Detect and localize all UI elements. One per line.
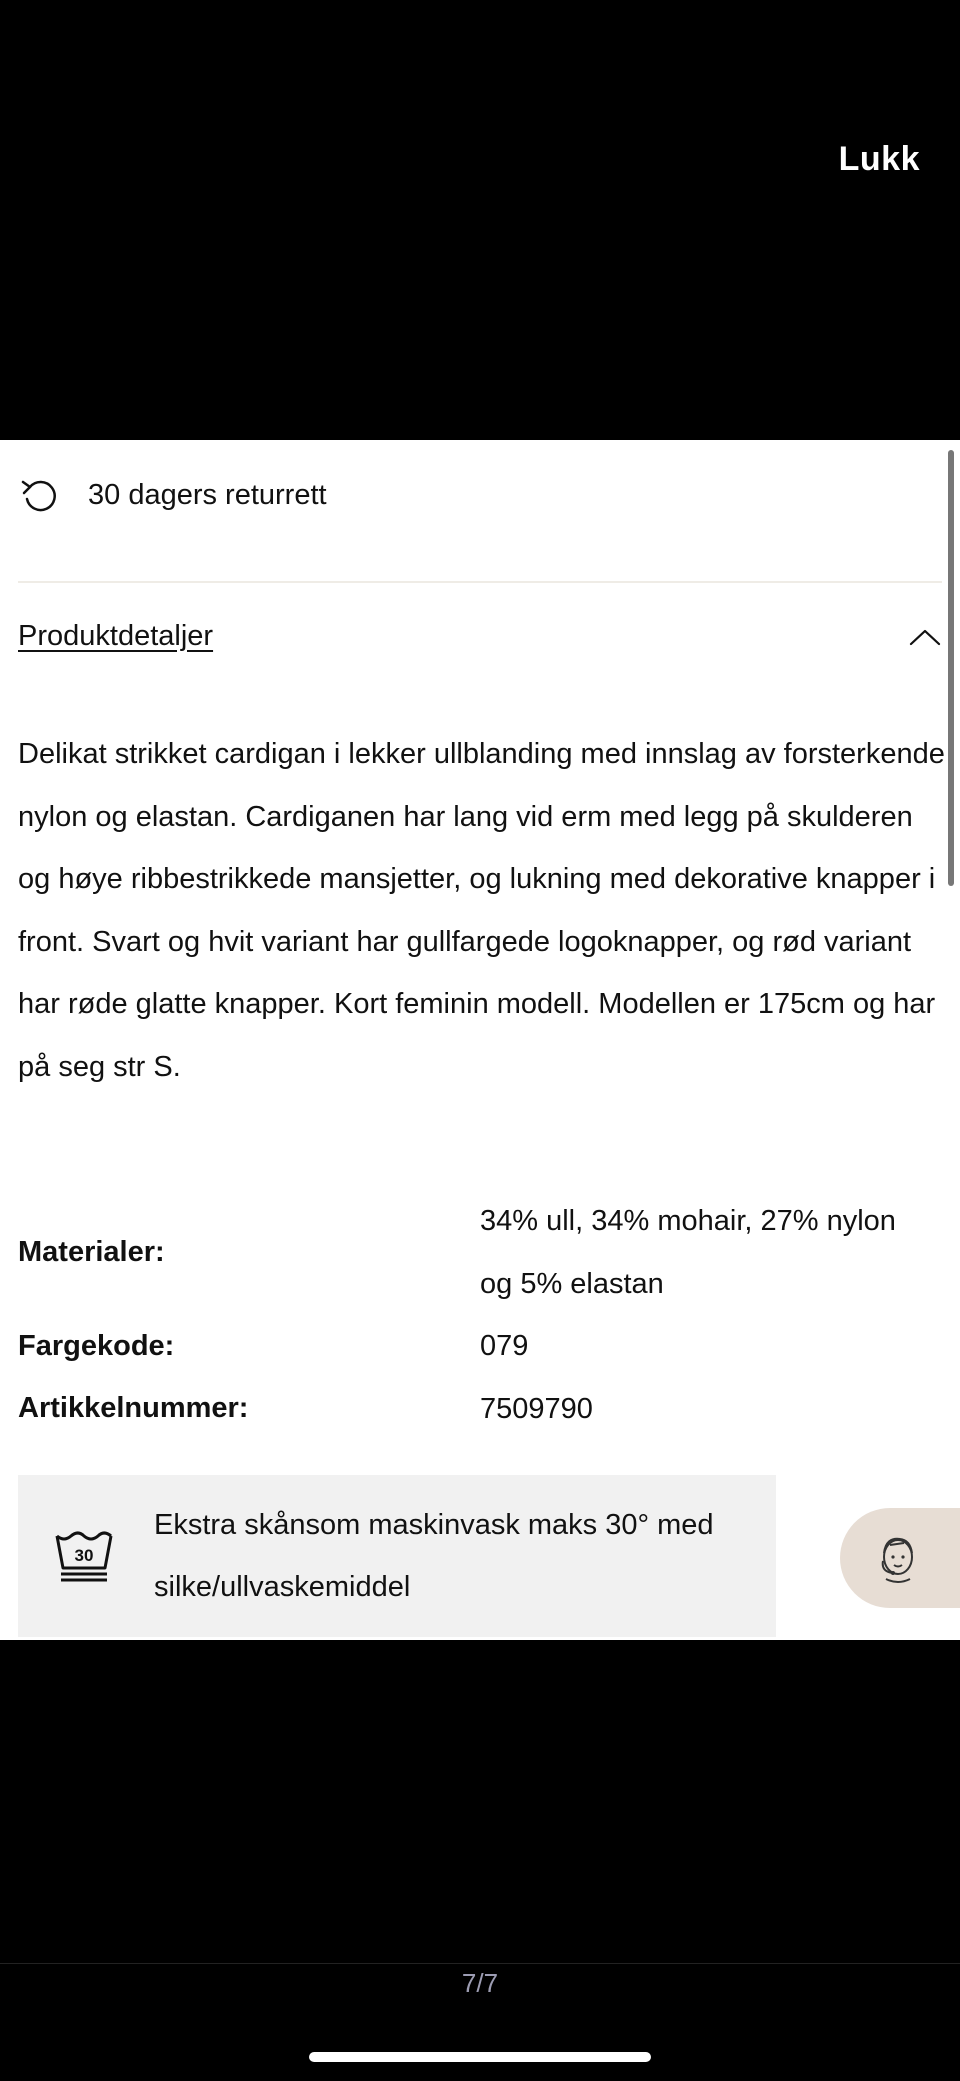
spec-row-color-code bbox=[18, 1315, 942, 1378]
pager-divider bbox=[0, 1963, 960, 1964]
spec-value: 7509790 bbox=[480, 1392, 593, 1425]
divider bbox=[18, 581, 942, 583]
scrollbar[interactable] bbox=[948, 450, 954, 886]
home-indicator[interactable] bbox=[309, 2052, 651, 2062]
wash-30-icon bbox=[54, 1528, 114, 1584]
customer-service-icon[interactable] bbox=[874, 1531, 922, 1585]
product-description: Delikat strikket cardigan i lekker ullblanding med innslag av forsterkende nylon og elastan. Cardiganen har lang vid erm med legg på skulderen og høye ribbestrikkede mansjetter, og lukning med dekorative knapper i front. Svart og hvit variant har gullfargede logoknapper, og rød variant har røde glatte knapper. Kort feminin modell. Modellen er 175cm og har på seg str S. bbox=[18, 738, 945, 1083]
close-button[interactable]: Lukk bbox=[838, 140, 920, 178]
spec-label: Fargekode: bbox=[18, 1329, 175, 1362]
returns-info bbox=[18, 470, 327, 520]
chevron-up-icon[interactable] bbox=[908, 626, 942, 648]
customer-service-button[interactable] bbox=[840, 1508, 960, 1608]
page-counter: 7/7 bbox=[461, 1968, 499, 1998]
spec-value: 079 bbox=[480, 1330, 529, 1362]
product-details-toggle[interactable] bbox=[18, 620, 942, 653]
spec-label: Materialer: bbox=[18, 1236, 165, 1268]
spec-list bbox=[18, 1190, 942, 1440]
product-details-panel bbox=[0, 440, 960, 1640]
svg-text:30: 30 bbox=[74, 1546, 94, 1565]
spec-row-materials bbox=[18, 1190, 942, 1315]
care-instructions bbox=[18, 1475, 776, 1637]
spec-value: 34% ull, 34% mohair, 27% nylon og 5% elastan bbox=[480, 1205, 896, 1300]
product-details-title[interactable]: Produktdetaljer bbox=[18, 620, 214, 652]
spec-row-article-number bbox=[18, 1378, 942, 1441]
care-text: Ekstra skånsom maskinvask maks 30° med silke/ullvaskemiddel bbox=[154, 1508, 714, 1603]
spec-label: Artikkelnummer: bbox=[18, 1392, 249, 1425]
returns-label: 30 dagers returrett bbox=[88, 478, 327, 511]
undo-arrow-icon bbox=[18, 473, 62, 517]
